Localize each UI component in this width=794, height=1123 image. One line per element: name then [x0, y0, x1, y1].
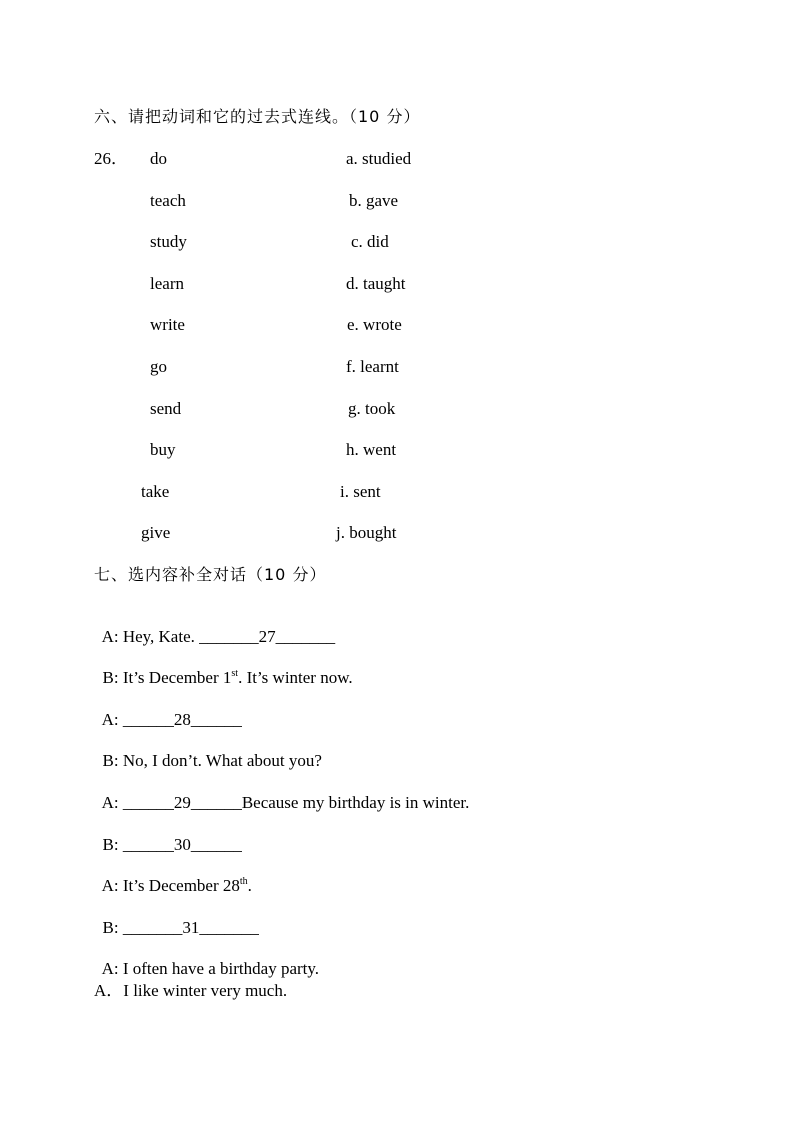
speaker: B: — [102, 835, 119, 854]
dialogue-line — [94, 939, 319, 979]
dialogue-line — [94, 690, 242, 730]
dialogue-line — [94, 856, 252, 896]
verb-item: give — [141, 523, 171, 542]
question-number: 26． — [94, 149, 128, 168]
past-form-item: d. taught — [346, 274, 406, 293]
speaker: A: — [101, 876, 119, 895]
past-form-item: i. sent — [340, 482, 381, 501]
dialogue-text: I often have a birthday party. — [122, 959, 320, 978]
dialogue-text: . — [247, 876, 252, 895]
dialogue-text: It’s December 28 — [122, 876, 240, 895]
answer-blank-29[interactable]: ______29______ — [122, 793, 242, 812]
option-a: A．I like winter very much. — [94, 981, 288, 1000]
past-form-item: g. took — [348, 399, 396, 418]
speaker: B: — [102, 751, 119, 770]
section-6-heading: 六、请把动词和它的过去式连线。（10 分） — [94, 107, 421, 126]
dialogue-text: No, I don’t. What about you? — [122, 751, 322, 770]
past-form-item: j. bought — [336, 523, 397, 542]
past-form-item: f. learnt — [346, 357, 399, 376]
verb-item: go — [150, 357, 167, 376]
dialogue-line — [94, 815, 242, 855]
speaker: A: — [101, 793, 119, 812]
verb-item: learn — [150, 274, 184, 293]
dialogue-text: It’s December 1 — [122, 668, 232, 687]
verb-item: do — [150, 149, 167, 168]
speaker: A: — [101, 710, 119, 729]
dialogue-line — [94, 731, 322, 771]
dialogue-line — [94, 607, 335, 647]
speaker: B: — [102, 668, 119, 687]
ordinal-suffix: th — [239, 876, 248, 887]
dialogue-line — [94, 648, 353, 688]
verb-item: write — [150, 315, 185, 334]
answer-blank-28[interactable]: ______28______ — [122, 710, 242, 729]
answer-blank-30[interactable]: ______30______ — [122, 835, 242, 854]
dialogue-text: Because my birthday is in winter. — [241, 793, 470, 812]
dialogue-text: Hey, Kate. — [122, 627, 195, 646]
answer-blank-31[interactable]: _______31_______ — [122, 918, 259, 937]
section-7-heading: 七、选内容补全对话（10 分） — [94, 565, 327, 584]
speaker: B: — [102, 918, 119, 937]
speaker: A: — [101, 627, 119, 646]
ordinal-suffix: st — [231, 668, 239, 679]
speaker: A: — [101, 959, 119, 978]
past-form-item: e. wrote — [347, 315, 402, 334]
answer-blank-27[interactable]: _______27_______ — [199, 627, 336, 646]
verb-item: send — [150, 399, 182, 418]
past-form-item: h. went — [346, 440, 397, 459]
verb-item: teach — [150, 191, 186, 210]
dialogue-line — [94, 773, 469, 813]
dialogue-text: . It’s winter now. — [238, 668, 353, 687]
verb-item: take — [141, 482, 170, 501]
verb-item: study — [150, 232, 187, 251]
dialogue-line — [94, 898, 259, 938]
past-form-item: c. did — [351, 232, 389, 251]
past-form-item: b. gave — [349, 191, 399, 210]
past-form-item: a. studied — [346, 149, 412, 168]
verb-item: buy — [150, 440, 176, 459]
